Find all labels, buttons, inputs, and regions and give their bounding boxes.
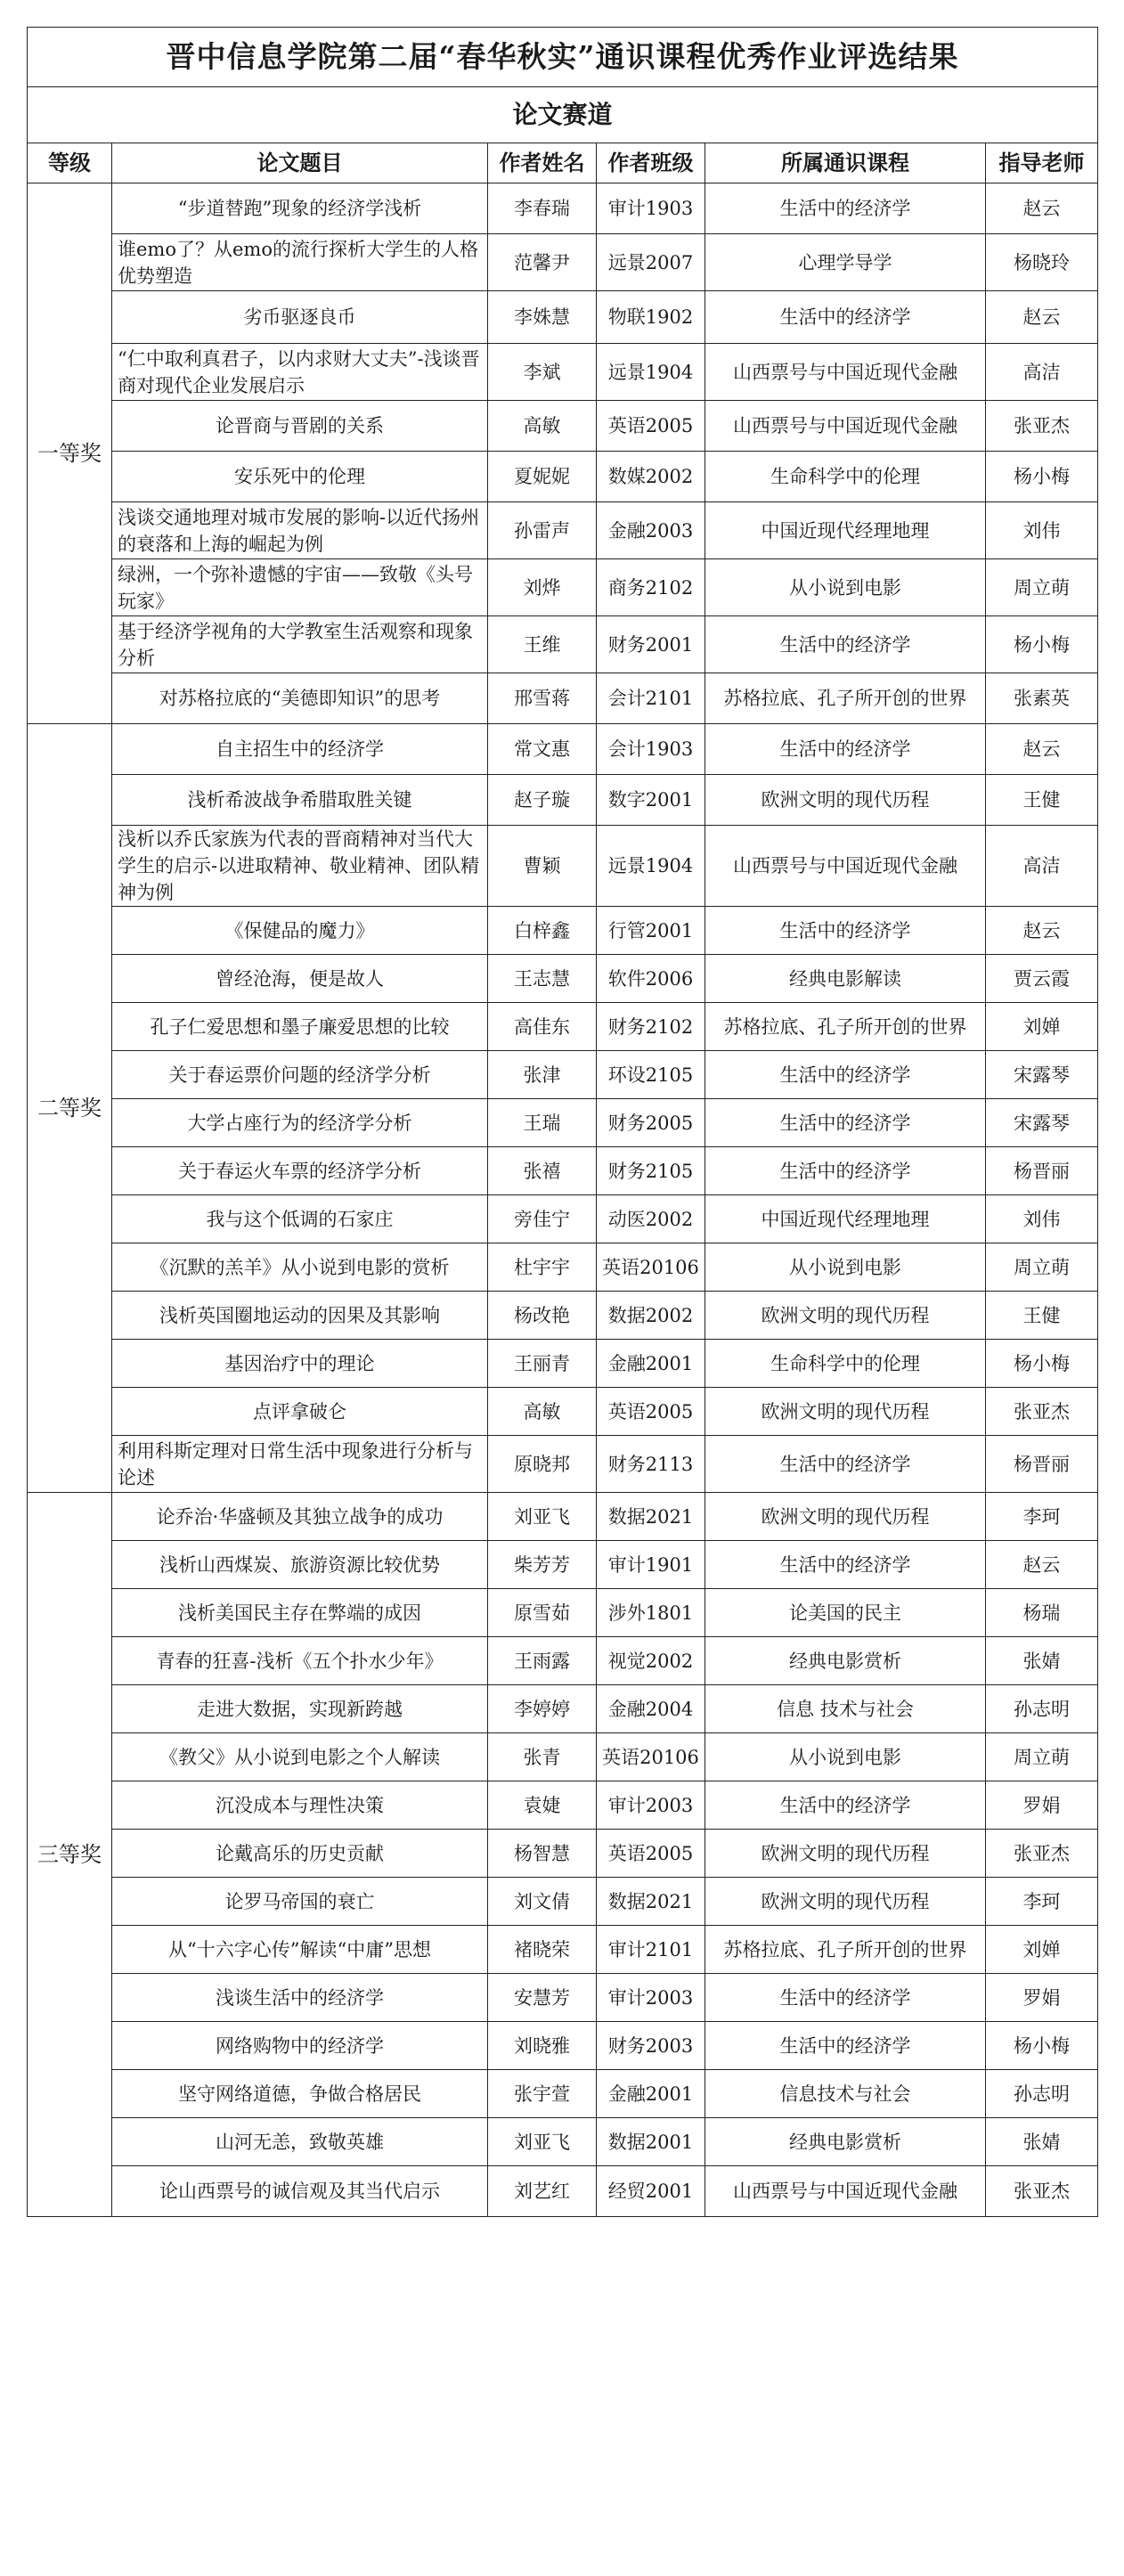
teacher-cell: 杨晋丽: [986, 1436, 1098, 1493]
author-cell: 高佳东: [488, 1003, 597, 1051]
author-cell: 原晓邦: [488, 1436, 597, 1493]
teacher-cell: 王健: [986, 1292, 1098, 1340]
course-cell: 山西票号与中国近现代金融: [705, 2166, 986, 2217]
title-cell: 曾经沧海，便是故人: [112, 955, 488, 1003]
table-row: [28, 724, 1098, 775]
teacher-cell: 周立萌: [986, 559, 1098, 616]
author-cell: 常文惠: [488, 724, 597, 775]
author-cell: 刘亚飞: [488, 1493, 597, 1541]
class-cell: 行管2001: [597, 907, 705, 955]
table-row: [28, 616, 1098, 673]
author-cell: 李斌: [488, 344, 597, 401]
class-cell: 审计2101: [597, 1926, 705, 1974]
table-row: [28, 1195, 1098, 1243]
author-cell: 邢雪蒋: [488, 673, 597, 724]
class-cell: 审计2003: [597, 1781, 705, 1830]
class-cell: 金融2001: [597, 1340, 705, 1388]
course-cell: 从小说到电影: [705, 1733, 986, 1781]
author-cell: 张禧: [488, 1147, 597, 1195]
teacher-cell: 罗娟: [986, 1974, 1098, 2022]
class-cell: 环设2105: [597, 1051, 705, 1099]
teacher-cell: 赵云: [986, 183, 1098, 234]
course-cell: 生活中的经济学: [705, 1436, 986, 1493]
table-row: [28, 1926, 1098, 1974]
title-cell: 自主招生中的经济学: [112, 724, 488, 775]
header-title: 论文题目: [112, 143, 488, 183]
teacher-cell: 张素英: [986, 673, 1098, 724]
course-cell: 欧洲文明的现代历程: [705, 1878, 986, 1926]
table-row: [28, 1051, 1098, 1099]
title-cell: 大学占座行为的经济学分析: [112, 1099, 488, 1147]
header-author: 作者姓名: [488, 143, 597, 183]
header-row: [28, 143, 1098, 183]
class-cell: 数媒2002: [597, 452, 705, 502]
teacher-cell: 刘婵: [986, 1926, 1098, 1974]
title-cell: 坚守网络道德，争做合格居民: [112, 2070, 488, 2118]
course-cell: 生活中的经济学: [705, 1099, 986, 1147]
teacher-cell: 周立萌: [986, 1733, 1098, 1781]
title-cell: “步道替跑”现象的经济学浅析: [112, 183, 488, 234]
table-row: [28, 183, 1098, 234]
course-cell: 生活中的经济学: [705, 1147, 986, 1195]
header-grade: 等级: [28, 143, 112, 183]
author-cell: 高敏: [488, 401, 597, 452]
course-cell: 经典电影赏析: [705, 1637, 986, 1685]
author-cell: 王维: [488, 616, 597, 673]
title-cell: 沉没成本与理性决策: [112, 1781, 488, 1830]
course-cell: 生命科学中的伦理: [705, 452, 986, 502]
class-cell: 软件2006: [597, 955, 705, 1003]
teacher-cell: 杨小梅: [986, 1340, 1098, 1388]
author-cell: 夏妮妮: [488, 452, 597, 502]
class-cell: 英语2005: [597, 1830, 705, 1878]
author-cell: 李春瑞: [488, 183, 597, 234]
class-cell: 财务2005: [597, 1099, 705, 1147]
author-cell: 原雪茹: [488, 1589, 597, 1637]
teacher-cell: 高洁: [986, 826, 1098, 907]
class-cell: 财务2113: [597, 1436, 705, 1493]
table-row: [28, 559, 1098, 616]
teacher-cell: 刘伟: [986, 1195, 1098, 1243]
course-cell: 生活中的经济学: [705, 2022, 986, 2070]
author-cell: 李姝慧: [488, 291, 597, 344]
class-cell: 财务2102: [597, 1003, 705, 1051]
teacher-cell: 李珂: [986, 1878, 1098, 1926]
teacher-cell: 张亚杰: [986, 1388, 1098, 1436]
course-cell: 中国近现代经理地理: [705, 502, 986, 559]
title-cell: “仁中取利真君子，以内求财大丈夫”-浅谈晋商对现代企业发展启示: [112, 344, 488, 401]
title-cell: 走进大数据，实现新跨越: [112, 1685, 488, 1733]
class-cell: 财务2001: [597, 616, 705, 673]
table-row: [28, 1541, 1098, 1589]
title-cell: 从“十六字心传”解读“中庸”思想: [112, 1926, 488, 1974]
course-cell: 欧洲文明的现代历程: [705, 1493, 986, 1541]
table-row: [28, 673, 1098, 724]
teacher-cell: 宋露琴: [986, 1051, 1098, 1099]
author-cell: 刘晓雅: [488, 2022, 597, 2070]
title-cell: 关于春运火车票的经济学分析: [112, 1147, 488, 1195]
class-cell: 远景2007: [597, 234, 705, 291]
table-row: [28, 234, 1098, 291]
title-cell: 论晋商与晋剧的关系: [112, 401, 488, 452]
course-cell: 生活中的经济学: [705, 1781, 986, 1830]
awards-table: [27, 27, 1098, 2217]
table-row: [28, 1243, 1098, 1292]
course-cell: 经典电影解读: [705, 955, 986, 1003]
header-teacher: 指导老师: [986, 143, 1098, 183]
teacher-cell: 张亚杰: [986, 401, 1098, 452]
title-cell: 《保健品的魔力》: [112, 907, 488, 955]
title-cell: 青春的狂喜-浅析《五个扑水少年》: [112, 1637, 488, 1685]
table-row: [28, 907, 1098, 955]
teacher-cell: 杨小梅: [986, 616, 1098, 673]
title-cell: 谁emo了？从emo的流行探析大学生的人格优势塑造: [112, 234, 488, 291]
class-cell: 审计1903: [597, 183, 705, 234]
class-cell: 商务2102: [597, 559, 705, 616]
table-row: [28, 1340, 1098, 1388]
table-row: [28, 1292, 1098, 1340]
course-cell: 欧洲文明的现代历程: [705, 1292, 986, 1340]
header-class: 作者班级: [597, 143, 705, 183]
teacher-cell: 赵云: [986, 724, 1098, 775]
table-row: [28, 2166, 1098, 2217]
course-cell: 欧洲文明的现代历程: [705, 1388, 986, 1436]
class-cell: 物联1902: [597, 291, 705, 344]
teacher-cell: 杨晋丽: [986, 1147, 1098, 1195]
author-cell: 王雨露: [488, 1637, 597, 1685]
teacher-cell: 周立萌: [986, 1243, 1098, 1292]
course-cell: 苏格拉底、孔子所开创的世界: [705, 673, 986, 724]
teacher-cell: 杨小梅: [986, 2022, 1098, 2070]
course-cell: 中国近现代经理地理: [705, 1195, 986, 1243]
title-cell: 绿洲，一个弥补遗憾的宇宙——致敬《头号玩家》: [112, 559, 488, 616]
class-cell: 英语20106: [597, 1733, 705, 1781]
class-cell: 审计1901: [597, 1541, 705, 1589]
table-row: [28, 344, 1098, 401]
course-cell: 信息 技术与社会: [705, 1685, 986, 1733]
course-cell: 论美国的民主: [705, 1589, 986, 1637]
teacher-cell: 李珂: [986, 1493, 1098, 1541]
class-cell: 英语20106: [597, 1243, 705, 1292]
title-cell: 浅析英国圈地运动的因果及其影响: [112, 1292, 488, 1340]
course-cell: 心理学导学: [705, 234, 986, 291]
author-cell: 张宇萱: [488, 2070, 597, 2118]
course-cell: 山西票号与中国近现代金融: [705, 401, 986, 452]
grade-cell: 二等奖: [28, 724, 112, 1493]
title-cell: 利用科斯定理对日常生活中现象进行分析与论述: [112, 1436, 488, 1493]
table-row: [28, 2022, 1098, 2070]
title-cell: 劣币驱逐良币: [112, 291, 488, 344]
class-cell: 数据2021: [597, 1878, 705, 1926]
teacher-cell: 王健: [986, 775, 1098, 826]
table-row: [28, 1878, 1098, 1926]
class-cell: 金融2001: [597, 2070, 705, 2118]
class-cell: 金融2004: [597, 1685, 705, 1733]
teacher-cell: 宋露琴: [986, 1099, 1098, 1147]
table-row: [28, 1781, 1098, 1830]
document-title: 晋中信息学院第二届“春华秋实”通识课程优秀作业评选结果: [28, 28, 1098, 87]
class-cell: 会计1903: [597, 724, 705, 775]
author-cell: 刘艺红: [488, 2166, 597, 2217]
title-cell: 浅析以乔氏家族为代表的晋商精神对当代大学生的启示-以进取精神、敬业精神、团队精神为例: [112, 826, 488, 907]
table-row: [28, 826, 1098, 907]
author-cell: 刘烨: [488, 559, 597, 616]
title-cell: 浅谈生活中的经济学: [112, 1974, 488, 2022]
table-row: [28, 2070, 1098, 2118]
grade-cell: 一等奖: [28, 183, 112, 724]
title-cell: 浅析希波战争希腊取胜关键: [112, 775, 488, 826]
teacher-cell: 赵云: [986, 291, 1098, 344]
track-title: 论文赛道: [28, 87, 1098, 143]
author-cell: 高敏: [488, 1388, 597, 1436]
course-cell: 生活中的经济学: [705, 1541, 986, 1589]
teacher-cell: 刘伟: [986, 502, 1098, 559]
course-cell: 生活中的经济学: [705, 616, 986, 673]
class-cell: 视觉2002: [597, 1637, 705, 1685]
teacher-cell: 贾云霞: [986, 955, 1098, 1003]
header-course: 所属通识课程: [705, 143, 986, 183]
class-cell: 经贸2001: [597, 2166, 705, 2217]
course-cell: 生活中的经济学: [705, 907, 986, 955]
class-cell: 涉外1801: [597, 1589, 705, 1637]
teacher-cell: 张婧: [986, 1637, 1098, 1685]
teacher-cell: 张亚杰: [986, 2166, 1098, 2217]
table-row: [28, 1733, 1098, 1781]
table-row: [28, 1830, 1098, 1878]
author-cell: 王志慧: [488, 955, 597, 1003]
course-cell: 从小说到电影: [705, 1243, 986, 1292]
title-cell: 论山西票号的诚信观及其当代启示: [112, 2166, 488, 2217]
title-cell: 《教父》从小说到电影之个人解读: [112, 1733, 488, 1781]
title-cell: 浅析山西煤炭、旅游资源比较优势: [112, 1541, 488, 1589]
course-cell: 生活中的经济学: [705, 1051, 986, 1099]
teacher-cell: 张亚杰: [986, 1830, 1098, 1878]
title-cell: 浅谈交通地理对城市发展的影响-以近代扬州的衰落和上海的崛起为例: [112, 502, 488, 559]
table-row: [28, 2118, 1098, 2166]
class-cell: 英语2005: [597, 401, 705, 452]
title-cell: 论乔治·华盛顿及其独立战争的成功: [112, 1493, 488, 1541]
title-cell: 关于春运票价问题的经济学分析: [112, 1051, 488, 1099]
author-cell: 王瑞: [488, 1099, 597, 1147]
course-cell: 生活中的经济学: [705, 1974, 986, 2022]
course-cell: 苏格拉底、孔子所开创的世界: [705, 1003, 986, 1051]
class-cell: 审计2003: [597, 1974, 705, 2022]
author-cell: 李婷婷: [488, 1685, 597, 1733]
class-cell: 数字2001: [597, 775, 705, 826]
class-cell: 动医2002: [597, 1195, 705, 1243]
title-cell: 网络购物中的经济学: [112, 2022, 488, 2070]
class-cell: 金融2003: [597, 502, 705, 559]
course-cell: 欧洲文明的现代历程: [705, 1830, 986, 1878]
title-cell: 《沉默的羔羊》从小说到电影的赏析: [112, 1243, 488, 1292]
course-cell: 山西票号与中国近现代金融: [705, 826, 986, 907]
teacher-cell: 罗娟: [986, 1781, 1098, 1830]
title-cell: 山河无恙，致敬英雄: [112, 2118, 488, 2166]
title-cell: 论罗马帝国的衰亡: [112, 1878, 488, 1926]
table-row: [28, 1974, 1098, 2022]
table-row: [28, 1003, 1098, 1051]
author-cell: 白梓鑫: [488, 907, 597, 955]
title-cell: 基于经济学视角的大学教室生活观察和现象分析: [112, 616, 488, 673]
class-cell: 财务2105: [597, 1147, 705, 1195]
class-cell: 会计2101: [597, 673, 705, 724]
table-row: [28, 1099, 1098, 1147]
teacher-cell: 杨瑞: [986, 1589, 1098, 1637]
course-cell: 生活中的经济学: [705, 291, 986, 344]
table-row: [28, 452, 1098, 502]
table-row: [28, 1147, 1098, 1195]
teacher-cell: 赵云: [986, 1541, 1098, 1589]
course-cell: 信息技术与社会: [705, 2070, 986, 2118]
class-cell: 财务2003: [597, 2022, 705, 2070]
grade-cell: 三等奖: [28, 1493, 112, 2217]
table-row: [28, 1637, 1098, 1685]
awards-document: [27, 27, 1097, 2217]
author-cell: 褚晓荣: [488, 1926, 597, 1974]
author-cell: 孙雷声: [488, 502, 597, 559]
author-cell: 旁佳宁: [488, 1195, 597, 1243]
course-cell: 山西票号与中国近现代金融: [705, 344, 986, 401]
title-cell: 论戴高乐的历史贡献: [112, 1830, 488, 1878]
teacher-cell: 赵云: [986, 907, 1098, 955]
title-cell: 浅析美国民主存在弊端的成因: [112, 1589, 488, 1637]
class-cell: 数据2021: [597, 1493, 705, 1541]
table-row: [28, 291, 1098, 344]
table-row: [28, 775, 1098, 826]
author-cell: 袁婕: [488, 1781, 597, 1830]
class-cell: 英语2005: [597, 1388, 705, 1436]
table-row: [28, 1589, 1098, 1637]
teacher-cell: 孙志明: [986, 2070, 1098, 2118]
author-cell: 王丽青: [488, 1340, 597, 1388]
table-row: [28, 1436, 1098, 1493]
teacher-cell: 张婧: [986, 2118, 1098, 2166]
author-cell: 张青: [488, 1733, 597, 1781]
teacher-cell: 刘婵: [986, 1003, 1098, 1051]
course-cell: 生活中的经济学: [705, 724, 986, 775]
table-row: [28, 1388, 1098, 1436]
author-cell: 赵子璇: [488, 775, 597, 826]
title-cell: 孔子仁爱思想和墨子廉爱思想的比较: [112, 1003, 488, 1051]
author-cell: 范馨尹: [488, 234, 597, 291]
course-cell: 欧洲文明的现代历程: [705, 775, 986, 826]
title-cell: 对苏格拉底的“美德即知识”的思考: [112, 673, 488, 724]
author-cell: 曹颖: [488, 826, 597, 907]
table-row: [28, 1493, 1098, 1541]
teacher-cell: 杨小梅: [986, 452, 1098, 502]
author-cell: 杜宇宇: [488, 1243, 597, 1292]
course-cell: 生活中的经济学: [705, 183, 986, 234]
course-cell: 苏格拉底、孔子所开创的世界: [705, 1926, 986, 1974]
teacher-cell: 孙志明: [986, 1685, 1098, 1733]
author-cell: 杨智慧: [488, 1830, 597, 1878]
course-cell: 经典电影赏析: [705, 2118, 986, 2166]
course-cell: 生命科学中的伦理: [705, 1340, 986, 1388]
author-cell: 柴芳芳: [488, 1541, 597, 1589]
title-cell: 点评拿破仑: [112, 1388, 488, 1436]
class-cell: 数据2002: [597, 1292, 705, 1340]
class-cell: 远景1904: [597, 826, 705, 907]
author-cell: 张津: [488, 1051, 597, 1099]
author-cell: 刘亚飞: [488, 2118, 597, 2166]
class-cell: 数据2001: [597, 2118, 705, 2166]
class-cell: 远景1904: [597, 344, 705, 401]
table-row: [28, 1685, 1098, 1733]
author-cell: 刘文倩: [488, 1878, 597, 1926]
table-row: [28, 502, 1098, 559]
table-row: [28, 401, 1098, 452]
author-cell: 杨改艳: [488, 1292, 597, 1340]
title-cell: 我与这个低调的石家庄: [112, 1195, 488, 1243]
title-cell: 基因治疗中的理论: [112, 1340, 488, 1388]
title-cell: 安乐死中的伦理: [112, 452, 488, 502]
author-cell: 安慧芳: [488, 1974, 597, 2022]
course-cell: 从小说到电影: [705, 559, 986, 616]
table-row: [28, 955, 1098, 1003]
teacher-cell: 高洁: [986, 344, 1098, 401]
teacher-cell: 杨晓玲: [986, 234, 1098, 291]
